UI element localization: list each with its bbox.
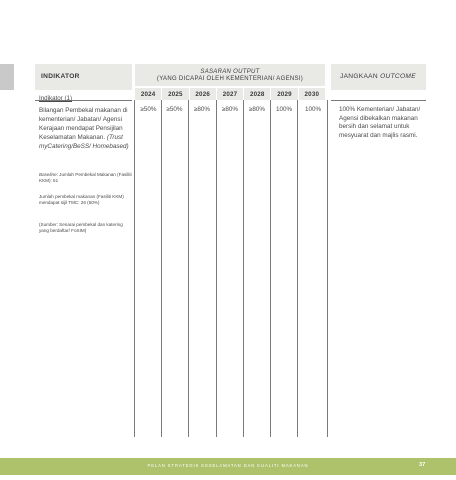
- indicator-note-2: (Sumber: Senarai pembekal dan katering yang berdaftar/ FoSIM): [39, 222, 123, 234]
- years-header-row: [135, 88, 325, 100]
- baseline-label: Baseline: [39, 172, 57, 177]
- page-footer: [0, 458, 456, 475]
- header-indikator-cell: [35, 64, 132, 90]
- year-2026: 2026: [190, 88, 216, 100]
- header-sasaran-cell: [135, 64, 325, 86]
- column-divider: [161, 100, 162, 437]
- value-2029: 100%: [275, 106, 293, 113]
- year-2024: 2024: [135, 88, 161, 100]
- header-sasaran-subtitle: (YANG DICAPAI OLEH KEMENTERIAN/ AGENSI): [156, 76, 304, 82]
- outcome-text: 100% Kementerian/ Jabatan/ Agensi dibekalkan makanan bersih dan selamat untuk mesyuarat dan majlis rasmi.: [339, 106, 421, 140]
- value-2025: ≥50%: [166, 106, 183, 113]
- column-divider: [270, 100, 271, 437]
- column-divider: [327, 100, 328, 437]
- value-2024: ≥50%: [140, 106, 157, 113]
- indicator-body-italic: (Trust myCatering/BeSS/ Homebased): [39, 134, 129, 150]
- header-sasaran-line1: SASARAN OUTPUT: [200, 69, 260, 75]
- jangkaan-divider: [331, 100, 426, 101]
- indicator-baseline: [39, 172, 133, 184]
- header-jangkaan-italic: OUTCOME: [380, 73, 416, 80]
- column-divider: [297, 100, 298, 437]
- value-2026: ≥80%: [193, 106, 211, 113]
- indicator-description: [39, 106, 131, 151]
- header-jangkaan-cell: [331, 64, 426, 90]
- year-2028: 2028: [244, 88, 270, 100]
- baseline-text: : Jumlah Pembekal Makanan (Fasiliti KKM): 51: [39, 172, 132, 184]
- year-2027: 2027: [217, 88, 243, 100]
- indicator-title: Indikator (1): [39, 95, 73, 102]
- year-2030: 2030: [299, 88, 325, 100]
- year-2029: 2029: [271, 88, 297, 100]
- header-jangkaan-label: JANGKAAN: [340, 73, 378, 80]
- column-divider: [134, 100, 135, 437]
- header-indikator: INDIKATOR: [41, 73, 80, 80]
- value-2027: ≥80%: [221, 106, 239, 113]
- column-divider: [216, 100, 217, 437]
- header-jangkaan: [340, 73, 416, 80]
- value-2030: 100%: [304, 106, 322, 113]
- side-tab-marker: [0, 64, 14, 90]
- column-divider: [243, 100, 244, 437]
- indicator-body: Bilangan Pembekal makanan di kementerian/ Jabatan/ Agensi Kerajaan mendapat Pensijilan Keselamatan Makanan.: [39, 107, 128, 141]
- header-sasaran-title: [135, 69, 325, 75]
- indicator-note-1: Jumlah pembekal makanan (Fasiliti KKM) mendapat sijil TMC: 26 (50%): [39, 194, 124, 206]
- footer-title: PELAN STRATEGIK KESELAMATAN DAN KUALITI MAKANAN: [147, 463, 309, 468]
- year-2025: 2025: [162, 88, 188, 100]
- column-divider: [188, 100, 189, 437]
- value-2028: ≥80%: [248, 106, 266, 113]
- page-number: 37: [419, 462, 426, 468]
